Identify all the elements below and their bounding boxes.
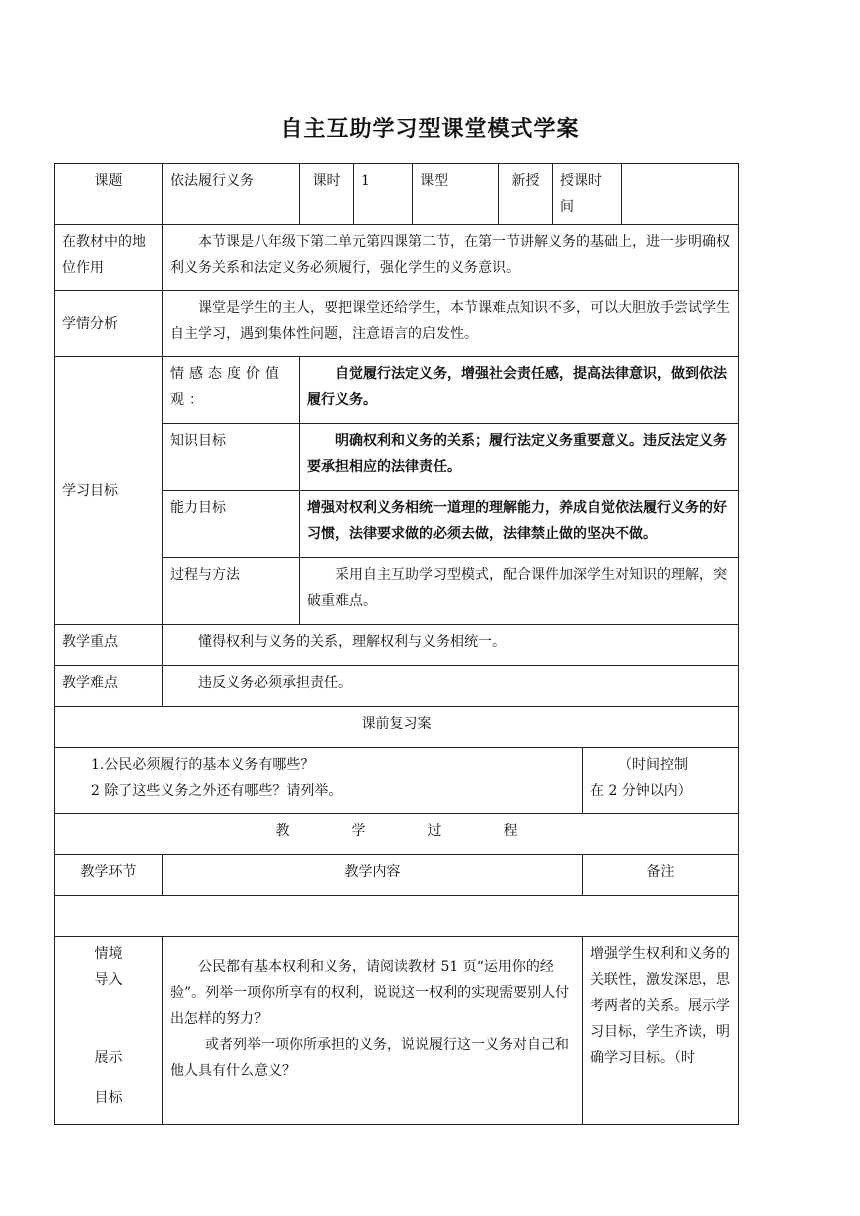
review-time-note <box>583 748 739 814</box>
page-title: 自主互助学习型课堂模式学案 <box>280 117 580 142</box>
time-label: 授课时间 <box>553 164 622 225</box>
goals-label: 学习目标 <box>55 357 163 625</box>
intro-content <box>163 937 583 1125</box>
review-heading: 课前复习案 <box>55 707 739 748</box>
position-text: 本节课是八年级下第二单元第四课第二节，在第一节讲解义务的基础上，进一步明确权利义务关系和法定义务必须履行，强化学生的义务意识。 <box>163 225 739 291</box>
review-time-note-1: （时间控制 <box>618 757 688 773</box>
key-point-text: 懂得权利与义务的关系，理解权利与义务相统一。 <box>163 625 739 666</box>
process-heading-char-4: 程 <box>503 823 518 839</box>
col-note-header: 备注 <box>583 855 739 896</box>
process-heading-char-3: 过 <box>427 823 442 839</box>
key-point-label: 教学重点 <box>55 625 163 666</box>
intro-note: 增强学生权利和义务的关联性，激发深思，思考两者的关系。展示学习目标，学生齐读，明确学习目标。（时 <box>583 937 739 1125</box>
hours-label: 课时 <box>300 164 354 225</box>
process-heading-char-1: 教 <box>275 823 290 839</box>
review-question-2: 2 除了这些义务之外还有哪些？请列举。 <box>91 783 343 799</box>
col-content-header: 教学内容 <box>163 855 583 896</box>
process-heading <box>55 814 739 855</box>
intro-stage-1: 情境 <box>94 946 123 962</box>
analysis-label: 学情分析 <box>55 291 163 357</box>
type-value: 新授 <box>499 164 553 225</box>
review-questions <box>55 748 583 814</box>
empty-row <box>55 896 739 937</box>
difficulty-label: 教学难点 <box>55 666 163 707</box>
intro-paragraph-1: 公民都有基本权利和义务，请阅读教材 51 页“运用你的经验”。列举一项你所享有的权利，说说这一权利的实现需要别人付出怎样的努力？ <box>170 959 570 1027</box>
topic-value: 依法履行义务 <box>163 164 300 225</box>
process-heading-char-2: 学 <box>351 823 366 839</box>
col-stage-header: 教学环节 <box>55 855 163 896</box>
goal-label-method: 过程与方法 <box>163 558 300 625</box>
time-value <box>622 164 739 225</box>
goal-text-ability: 增强对权利义务相统一道理的理解能力，养成自觉依法履行义务的好习惯，法律要求做的必须去做，法律禁止做的坚决不做。 <box>300 491 739 558</box>
intro-stage-3: 展示 <box>94 1050 123 1066</box>
intro-stage <box>55 937 163 1125</box>
goal-label-ability: 能力目标 <box>163 491 300 558</box>
analysis-text: 课堂是学生的主人，要把课堂还给学生，本节课难点知识不多，可以大胆放手尝试学生自主学习，遇到集体性问题，注意语言的启发性。 <box>163 291 739 357</box>
review-question-1: 1.公民必须履行的基本义务有哪些？ <box>91 757 315 773</box>
intro-paragraph-2: 或者列举一项你所承担的义务，说说履行这一义务对自己和他人具有什么意义？ <box>170 1037 569 1079</box>
topic-label: 课题 <box>55 164 163 225</box>
goal-text-knowledge: 明确权利和义务的关系；履行法定义务重要意义。违反法定义务要承担相应的法律责任。 <box>300 424 739 491</box>
intro-stage-4: 目标 <box>94 1090 123 1106</box>
type-label: 课型 <box>413 164 499 225</box>
goal-text-method: 采用自主互助学习型模式，配合课件加深学生对知识的理解，突破重难点。 <box>300 558 739 625</box>
goal-label-knowledge: 知识目标 <box>163 424 300 491</box>
hours-value: 1 <box>354 164 413 225</box>
goal-text-emotion: 自觉履行法定义务，增强社会责任感，提高法律意识，做到依法履行义务。 <box>300 357 739 424</box>
intro-stage-2: 导入 <box>94 972 123 988</box>
goal-label-emotion: 情感态度价值观： <box>163 357 300 424</box>
position-label: 在教材中的地位作用 <box>55 225 163 291</box>
lesson-plan-table <box>54 163 739 1125</box>
review-time-note-2: 在 2 分钟以内） <box>590 783 692 799</box>
difficulty-text: 违反义务必须承担责任。 <box>163 666 739 707</box>
